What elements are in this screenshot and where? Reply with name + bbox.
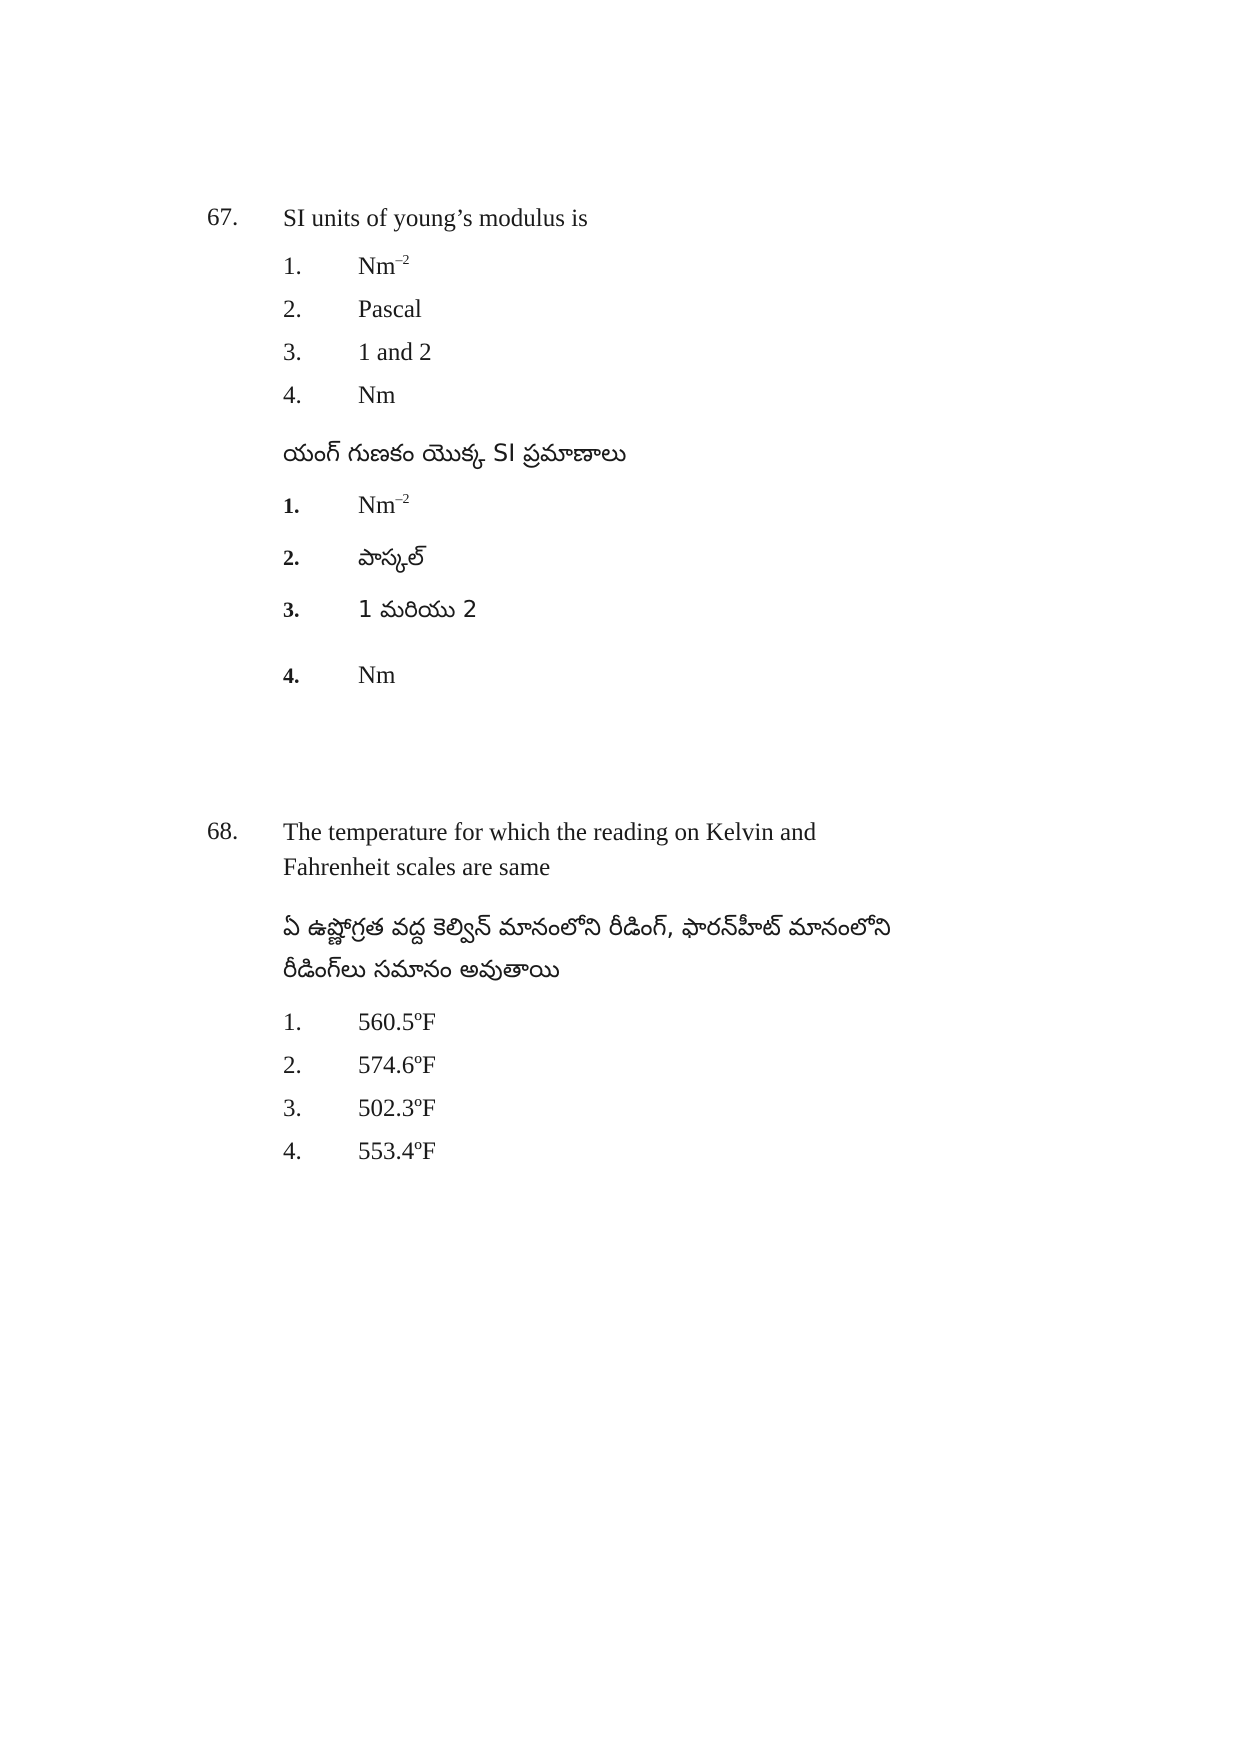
- option-number: 2.: [283, 296, 302, 323]
- option-number: 3.: [283, 339, 302, 366]
- option-text: $Nm^{-2}$: [358, 492, 410, 519]
- question-text-telugu: ఏ ఉష్ణోగ్రత వద్ద కెల్విన్ మానంలోని రీడింగ్, ఫారన్‌హీట్ మానంలోని రీడింగ్‌లు సమానం అవుతాయి: [283, 913, 891, 983]
- option-2-telugu: [0, 541, 900, 575]
- question-number: 67.: [207, 204, 239, 231]
- option-number: 1.: [283, 1009, 302, 1036]
- option-number: 3.: [283, 1095, 302, 1122]
- option-text: Pascal: [358, 296, 422, 323]
- question-text-telugu: యంగ్ గుణకం యొక్క SI ప్రమాణాలు: [283, 439, 627, 467]
- option-text: 1 and 2: [358, 339, 432, 366]
- option-3: [0, 1092, 900, 1126]
- option-text: 574.6ºF: [358, 1052, 436, 1079]
- option-text: 502.3ºF: [358, 1095, 436, 1122]
- option-text: Nm: [358, 662, 396, 689]
- option-number: 4.: [283, 382, 302, 409]
- option-2-english: [0, 293, 900, 327]
- option-number: 2.: [283, 1052, 302, 1079]
- option-number: 1.: [283, 493, 300, 518]
- option-4-english: [0, 379, 900, 413]
- option-3-telugu: [0, 593, 900, 627]
- option-text: 553.4ºF: [358, 1138, 436, 1165]
- option-4-telugu: [0, 659, 900, 693]
- option-1-english: [0, 250, 900, 284]
- option-text: Nm: [358, 382, 396, 409]
- question-text-english: SI units of young’s modulus is: [283, 205, 588, 232]
- option-1: [0, 1006, 900, 1040]
- option-2: [0, 1049, 900, 1083]
- question-number: 68.: [207, 818, 239, 845]
- option-4: [0, 1135, 900, 1169]
- option-text: $Nm^{-2}$: [358, 253, 410, 280]
- option-text: 560.5ºF: [358, 1009, 436, 1036]
- option-number: 4.: [283, 1138, 302, 1165]
- option-text: పాస్కల్: [358, 545, 424, 571]
- option-3-english: [0, 336, 900, 370]
- option-number: 3.: [283, 597, 300, 622]
- option-text: 1 మరియు 2: [358, 597, 478, 623]
- option-number: 2.: [283, 545, 300, 570]
- option-number: 4.: [283, 663, 300, 688]
- question-text-english: The temperature for which the reading on Kelvin and Fahrenheit scales are same: [283, 819, 817, 881]
- option-number: 1.: [283, 253, 302, 280]
- option-1-telugu: [0, 489, 900, 523]
